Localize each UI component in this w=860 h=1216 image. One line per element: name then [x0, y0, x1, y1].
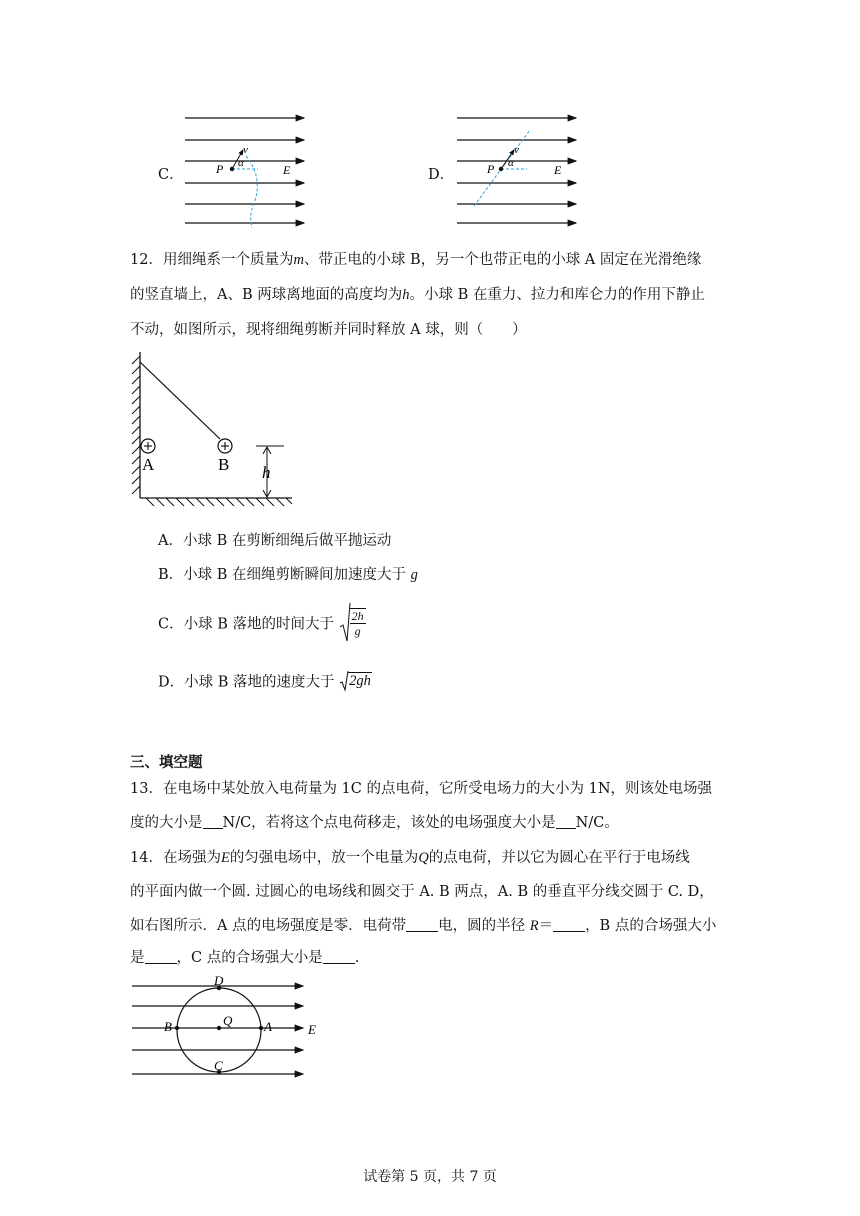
point-a-label: A — [264, 1019, 272, 1034]
point-d-label: D — [214, 973, 224, 988]
q12-line-1: 12．用细绳系一个质量为m、带正电的小球 B，另一个也带正电的小球 A 固定在光滑绝缘 — [130, 252, 702, 268]
field-e-label: E — [554, 163, 562, 177]
section-3-title: 三、填空题 — [130, 754, 203, 771]
point-b-label: B — [164, 1019, 172, 1034]
q12-option-c: C．小球 B 落地的时间大于 $\frac{2h}{g}$ — [158, 601, 366, 645]
alpha-label: α — [508, 157, 514, 169]
q12-wall-figure — [126, 348, 298, 506]
height-h-label: h — [262, 463, 271, 482]
q14-line-3: 如右图所示．A 点的电场强度是零．电荷带 电，圆的半径 R＝ ，B 点的合场强大小 — [130, 918, 717, 934]
q12-option-b: B．小球 B 在细绳剪断瞬间加速度大于 g — [158, 567, 418, 583]
q14-line-2: 的平面内做一个圆. 过圆心的电场线和圆交于 A. B 两点，A. B 的垂直平分线交圆于 C. D， — [130, 884, 714, 900]
var-h: h — [402, 287, 410, 303]
velocity-label: v — [514, 144, 519, 156]
field-e-label: E — [283, 163, 291, 177]
point-c-label: C — [214, 1058, 223, 1073]
answer-blank[interactable] — [556, 814, 576, 829]
q13-line-1: 13．在电场中某处放入电荷量为 1C 的点电荷，它所受电场力的大小为 1N，则该处电场强 — [130, 781, 713, 797]
ball-a-label: A — [142, 455, 155, 474]
q14-circle-figure — [128, 972, 328, 1084]
var-m: m — [293, 252, 304, 268]
field-e-label: E — [308, 1022, 316, 1037]
alpha-label: α — [238, 157, 244, 169]
q14-line-4: 是 ，C 点的合场强大小是 . — [130, 950, 360, 966]
q13-line-2: 度的大小是 N/C，若将这个点电荷移走，该处的电场强度大小是 N/C。 — [130, 815, 619, 831]
figure-d-field-lines — [452, 108, 582, 234]
answer-blank[interactable] — [203, 814, 223, 829]
answer-blank[interactable] — [553, 917, 585, 932]
option-c-label: C． — [158, 167, 184, 183]
answer-blank[interactable] — [145, 949, 177, 964]
q12-line-3: 不动，如图所示，现将细绳剪断并同时释放 A 球，则（ ） — [130, 322, 527, 338]
point-p-label: P — [487, 162, 495, 176]
q12-option-d: D．小球 B 落地的速度大于 2gh — [158, 670, 372, 692]
fraction-2h-over-g: $\frac{2h}{g}$ — [351, 609, 364, 638]
figure-c-field-lines — [180, 108, 310, 234]
point-q-label: Q — [223, 1013, 233, 1028]
point-p-label: P — [216, 162, 224, 176]
q12-option-a: A．小球 B 在剪断细绳后做平抛运动 — [158, 533, 392, 549]
page-footer: 试卷第 5 页，共 7 页 — [363, 1169, 497, 1185]
ball-b-label: B — [218, 455, 230, 474]
option-d-label: D． — [428, 167, 455, 183]
q12-line-2: 的竖直墙上，A、B 两球离地面的高度均为h。小球 B 在重力、拉力和库仑力的作用下静止 — [130, 287, 705, 303]
q14-line-1: 14．在场强为E的匀强电场中，放一个电量为Q的点电荷，并以它为圆心在平行于电场线 — [130, 850, 690, 866]
velocity-label: v — [243, 144, 248, 156]
answer-blank[interactable] — [406, 917, 438, 932]
answer-blank[interactable] — [323, 949, 355, 964]
